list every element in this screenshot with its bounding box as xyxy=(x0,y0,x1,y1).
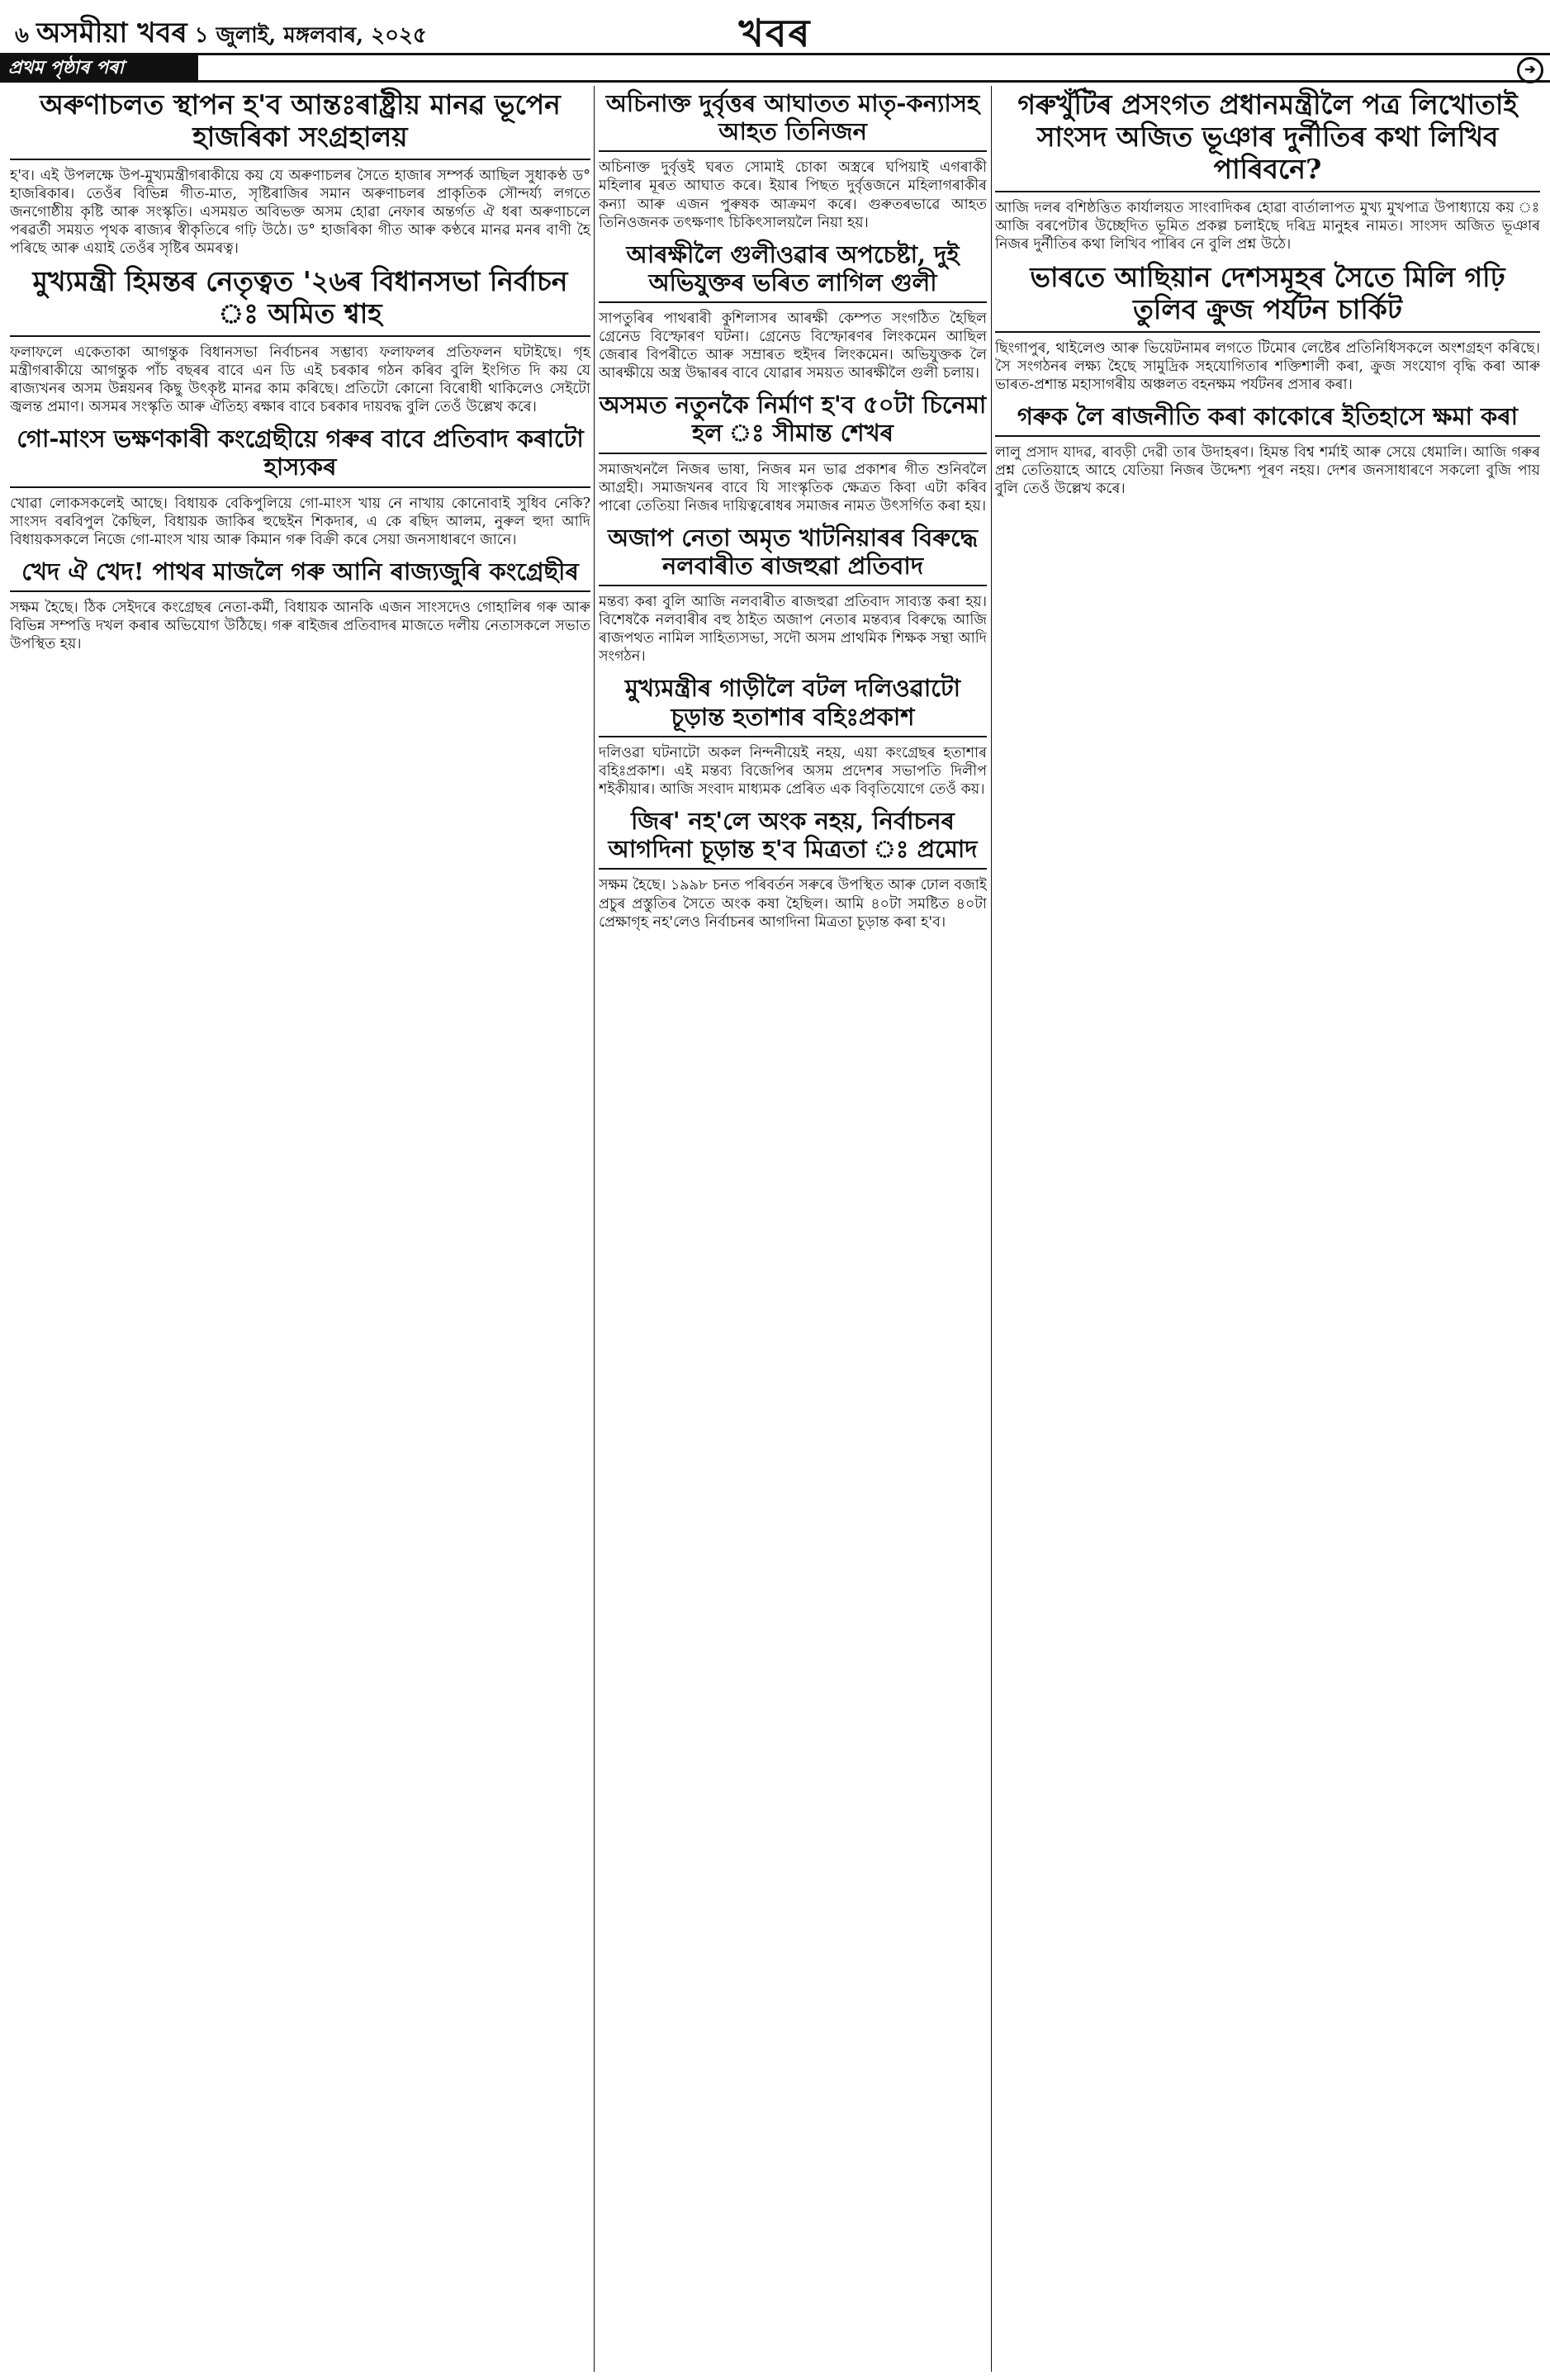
article xyxy=(995,262,1540,394)
article xyxy=(10,424,590,549)
article-body: সক্ষম হৈছে। ১৯৯৮ চনত পৰিবৰ্তন সৰুৰে উপস্থিত আৰু ঢোল বজাই প্ৰচুৰ প্ৰস্তুতিৰ সৈতে অংক কষা হৈছিল। আমি ৪০টা সমষ্টিত ৪০টা প্ৰেক্ষাগৃহ নহ'লেও নিৰ্বাচনৰ আগদিনা মিত্ৰতা চূড়ান্ত কৰা হ'ব। xyxy=(599,877,987,931)
column-middle xyxy=(599,86,987,2372)
section-bar-label: প্ৰথম পৃষ্ঠাৰ পৰা xyxy=(0,55,198,80)
article-body: হ'ব। এই উপলক্ষে উপ-মুখ্যমন্ত্ৰীগৰাকীয়ে কয় যে অৰুণাচলৰ সৈতে হাজাৰ সম্পৰ্ক আছিল সুধাকণ্ঠ ড° হাজৰিকাৰ। তেওঁৰ বিভিন্ন গীত-মাত, সৃষ্টিৰাজিৰ সমান অৰুণাচলৰ প্ৰাকৃতিক সৌন্দৰ্য্য লগতে জনগোষ্ঠীয় কৃষ্টি আৰু সংস্কৃতি। এসময়ত অবিভক্ত অসম হোৱা নেফাৰ অন্তৰ্গত ঐ ধৰা অৰুণাচলে পৰৱৰ্তী সময়ত পৃথক ৰাজ্যৰ স্বীকৃতিৰে গঢ়ি উঠে। ড° হাজৰিকা গীত আৰু কণ্ঠৰে মানৱ মনৰ বাণী হৈ পৰিছে আৰু এয়াই তেওঁৰ সৃষ্টিৰ অমৰত্ব। xyxy=(10,167,590,258)
section-title: খবৰ xyxy=(738,11,812,55)
article-headline: আৰক্ষীলৈ গুলীওৱাৰ অপচেষ্টা, দুই অভিযুক্তৰ ভৰিত লাগিল গুলী xyxy=(599,240,987,303)
article xyxy=(599,524,987,666)
article xyxy=(599,674,987,799)
article-headline: ভাৰতে আছিয়ান দেশসমূহৰ সৈতে মিলি গঢ়ি তুলিব ক্ৰুজ পৰ্যটন চাৰ্কিট xyxy=(995,262,1540,333)
page-number: ৬ xyxy=(15,23,29,48)
article-headline: অৰুণাচলত স্থাপন হ'ব আন্তঃৰাষ্ট্ৰীয় মানৱ ভূপেন হাজৰিকা সংগ্ৰহালয় xyxy=(10,89,590,160)
column-divider xyxy=(594,86,595,2372)
article xyxy=(995,89,1540,254)
article-headline: গো-মাংস ভক্ষণকাৰী কংগ্ৰেছীয়ে গৰুৰ বাবে প্ৰতিবাদ কৰাটো হাস্যকৰ xyxy=(10,424,590,487)
article-body: লালু প্ৰসাদ যাদৱ, ৰাবড়ী দেৱী তাৰ উদাহৰণ। হিমন্ত বিশ্ব শৰ্মাই আৰু সেয়ে ধেমালি। আজি গৰুৰ প্ৰশ্ন তেতিয়াহে আহে যেতিয়া নিজৰ উদ্দেশ্য পূৰণ নহয়। দেশৰ জনসাধাৰণে সকলো বুজি পায় বুলি তেওঁ উল্লেখ কৰে। xyxy=(995,444,1540,498)
article-headline: অজাপ নেতা অমৃত খাটনিয়াৰৰ বিৰুদ্ধে নলবাৰীত ৰাজহুৱা প্ৰতিবাদ xyxy=(599,524,987,586)
article xyxy=(10,89,590,258)
article-headline: মুখ্যমন্ত্ৰীৰ গাড়ীলৈ বটল দলিওৱাটো চূড়ান্ত হতাশাৰ বহিঃপ্ৰকাশ xyxy=(599,674,987,737)
brand-name: অসমীয়া খবৰ xyxy=(36,17,187,50)
arrow-icon: ➔ xyxy=(1517,57,1543,83)
article-body: মন্তব্য কৰা বুলি আজি নলবাৰীত ৰাজহুৱা প্ৰতিবাদ সাব্যস্ত কৰা হয়। বিশেষকৈ নলবাৰীৰ বহু ঠাইত অজাপ নেতাৰ মন্তব্যৰ বিৰুদ্ধে আজি ৰাজপথত নামিল সাহিত্যসভা, সদৌ অসম প্ৰাথমিক শিক্ষক সন্থা আদি সংগঠন। xyxy=(599,594,987,666)
article-body: দলিওৱা ঘটনাটো অকল নিন্দনীয়েই নহয়, এয়া কংগ্ৰেছৰ হতাশাৰ বহিঃপ্ৰকাশ। এই মন্তব্য বিজেপিৰ অসম প্ৰদেশৰ সভাপতি দিলীপ শইকীয়াৰ। আজি সংবাদ মাধ্যমক প্ৰেৰিত এক বিবৃতিযোগে তেওঁ কয়। xyxy=(599,744,987,798)
article-body: ফলাফলে একেতাকা আগন্তুক বিধানসভা নিৰ্বাচনৰ সম্ভাব্য ফলাফলৰ প্ৰতিফলন ঘটাইছে। গৃহ মন্ত্ৰীগৰাকীয়ে আগন্তুক পাঁচ বছৰৰ বাবে এন ডি এই চৰকাৰ গঠন কৰিব বুলি ইংগিত দি কয় যে ৰাজ্যখনৰ অসম উন্নয়নৰ কিছু উৎকৃষ্ট মানৱ কাম কৰিছে। প্ৰতিটো কোনো বিৰোধী থাকিলেও সেইটো জ্বলন্ত প্ৰমাণ। অসমৰ সংস্কৃতি আৰু ঐতিহ্য ৰক্ষাৰ বাবে চৰকাৰ দায়বদ্ধ বুলি তেওঁ উল্লেখ কৰে। xyxy=(10,344,590,416)
column-divider xyxy=(991,86,992,2372)
article-body: ছিংগাপুৰ, থাইলেণ্ড আৰু ভিয়েটনামৰ লগতে টিমোৰ লেষ্টেৰ প্ৰতিনিধিসকলে অংশগ্ৰহণ কৰিছে। সৈ সংগঠনৰ লক্ষ্য হৈছে সামুদ্ৰিক সহযোগিতাৰ শক্তিশালী কৰা, ক্ৰুজ সংযোগ বৃদ্ধি কৰা আৰু ভাৰত-প্ৰশান্ত মহাসাগৰীয় অঞ্চলত বহনক্ষম পৰ্যটনৰ প্ৰসাৰ কৰা। xyxy=(995,339,1540,393)
column-left xyxy=(10,86,590,2372)
article xyxy=(10,266,590,416)
article-body: আজি দলৰ বশিষ্ঠত্তিত কাৰ্যালয়ত সাংবাদিকৰ হোৱা বাৰ্তালাপত মুখ্য মুখপাত্ৰ উপাধ্যায়ে কয় ঃ আজি বৰপেটাৰ উচ্ছেদিত ভূমিত প্ৰকল্প চলাইছে দৰিদ্ৰ মানুহৰ নামত। সাংসদ অজিত ভূঞাৰ নিজৰ দুৰ্নীতিৰ কথা লিখিব পাৰিব নে বুলি প্ৰশ্ন উঠে। xyxy=(995,199,1540,253)
article-body: অচিনাক্ত দুৰ্বৃত্তই ঘৰত সোমাই চোকা অস্ত্ৰৰে ঘপিয়াই এগৰাকী মহিলাৰ মূৰত আঘাত কৰে। ইয়াৰ পিছত দুৰ্বৃত্তজনে মহিলাগৰাকীৰ কন্যা আৰু এজন পুৰুষক আক্ৰমণ কৰে। গুৰুতৰভাৱে আহত তিনিওজনক তৎক্ষণাৎ চিকিৎসালয়লৈ নিয়া হয়। xyxy=(599,159,987,231)
masthead xyxy=(0,0,1550,55)
article-headline: মুখ্যমন্ত্ৰী হিমন্তৰ নেতৃত্বত '২৬ৰ বিধানসভা নিৰ্বাচন ঃ অমিত শ্বাহ xyxy=(10,266,590,337)
column-right xyxy=(995,86,1540,2372)
article-headline: গৰুক লৈ ৰাজনীতি কৰা কাকোৰে ইতিহাসে ক্ষমা কৰা xyxy=(995,402,1540,437)
article-body: সমাজখনলৈ নিজৰ ভাষা, নিজৰ মন ভাৱ প্ৰকাশৰ গীত শুনিবলৈ আগ্ৰহী। সমাজখনৰ বাবে যি সাংস্কৃতিক ক্ষেত্ৰত কিবা এটা কৰিব পাৰো তেতিয়া নিজৰ দায়িত্বৰোধৰ সমাজৰ নামত উৎসৰ্গিত কৰা হয়। xyxy=(599,461,987,514)
article-headline: খেদ ঐ খেদ! পাথৰ মাজলৈ গৰু আনি ৰাজ্যজুৰি কংগ্ৰেছীৰ xyxy=(10,557,590,592)
section-bar xyxy=(0,55,1550,83)
article xyxy=(599,240,987,383)
article xyxy=(10,557,590,653)
article xyxy=(599,391,987,515)
article-headline: গৰুখুঁটিৰ প্ৰসংগত প্ৰধানমন্ত্ৰীলৈ পত্ৰ লিখোতাই সাংসদ অজিত ভূঞাৰ দুৰ্নীতিৰ কথা লিখিব পাৰিবনে? xyxy=(995,89,1540,192)
article xyxy=(599,807,987,932)
article-headline: জিৰ' নহ'লে অংক নহয়, নিৰ্বাচনৰ আগদিনা চূড়ান্ত হ'ব মিত্ৰতা ঃ প্ৰমোদ xyxy=(599,807,987,870)
issue-date: ১ জুলাই, মঙ্গলবাৰ, ২০২৫ xyxy=(194,23,427,48)
article-body: সাপতুৰিৰ পাথৰাৰী কুশিলাসৰ আৰক্ষী কেম্পত সংগঠিত হৈছিল গ্ৰেনেড বিস্ফোৰণ ঘটনা। গ্ৰেনেড বিস্ফোৰণৰ লিংকমেন আছিল জেৰাৰ বিপৰীতে আৰু সম্ৰাৰত হুইদৰ লিংকমেন। অভিযুক্তক লৈ আৰক্ষীয়ে অস্ত্ৰ উদ্ধাৰৰ বাবে যোৱাৰ সময়ত আৰক্ষীলৈ গুলী চলায়। xyxy=(599,311,987,382)
article-body: খোৱা লোকসকলেই আছে। বিধায়ক বেকিপুলিয়ে গো-মাংস খায় নে নাখায় কোনোবাই সুধিব নেকি? সাংসদ বৰবিপুল কৈছিল, বিধায়ক জাকিৰ হুছেইন শিকদাৰ, এ কে ৰছিদ আলম, নুৰুল হুদা আদি বিধায়কসকলে নিজে গো-মাংস খায় আৰু কিমান গৰু বিক্ৰী কৰে সেয়া জনসাধাৰণে জানে। xyxy=(10,495,590,548)
article xyxy=(599,89,987,232)
article xyxy=(995,402,1540,498)
article-headline: অচিনাক্ত দুৰ্বৃত্তৰ আঘাতত মাতৃ-কন্যাসহ আহত তিনিজন xyxy=(599,89,987,152)
article-headline: অসমত নতুনকৈ নিৰ্মাণ হ'ব ৫০টা চিনেমা হল ঃ সীমান্ত শেখৰ xyxy=(599,391,987,453)
article-body: সক্ষম হৈছে। ঠিক সেইদৰে কংগ্ৰেছৰ নেতা-কৰ্মী, বিধায়ক আনকি এজন সাংসদেও গোহালিৰ গৰু আৰু বিভিন্ন সম্পত্তি দখল কৰাৰ অভিযোগ উঠিছে। গৰু ৰাইজৰ প্ৰতিবাদৰ মাজতে দলীয় নেতাসকলে সভাত উপস্থিত হয়। xyxy=(10,599,590,653)
